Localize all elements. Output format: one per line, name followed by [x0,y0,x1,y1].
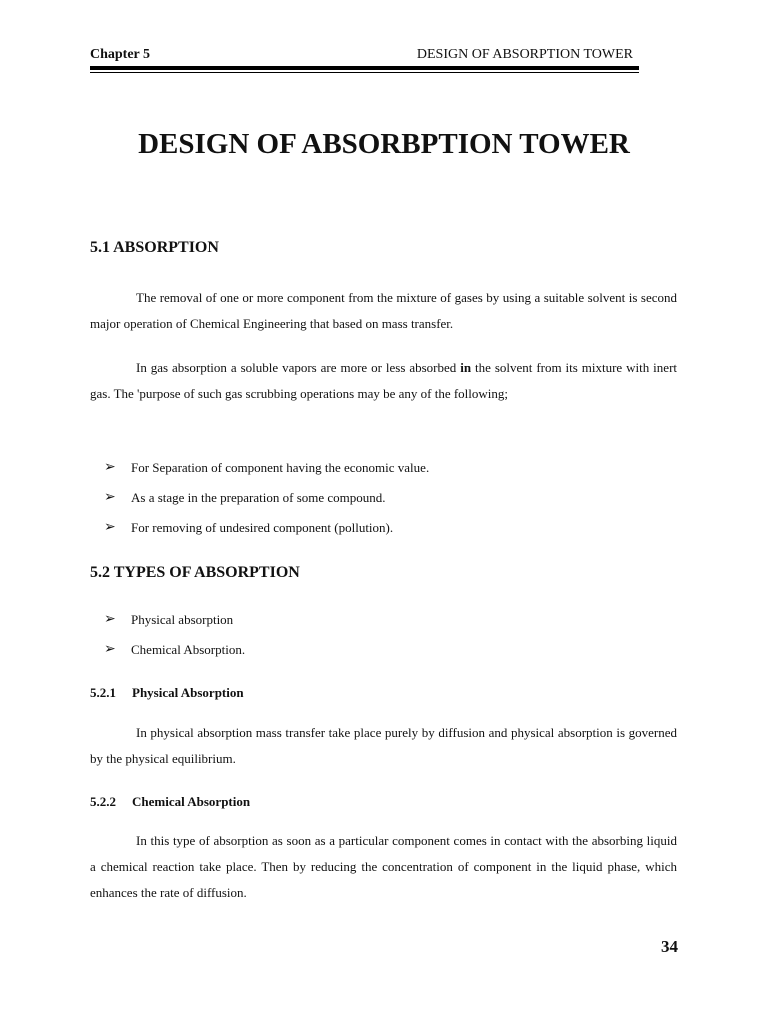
chapter-label: Chapter 5 [90,47,151,62]
page-number: 34 [661,937,678,956]
running-title: DESIGN OF ABSORPTION TOWER [416,47,633,62]
list-item-text: For removing of undesired component (pollution). [131,520,394,535]
page-title: DESIGN OF ABSORBPTION TOWER [138,128,630,160]
list-item [104,518,429,548]
list-item-text: For Separation of component having the economic value. [131,460,430,475]
subsection-title: Chemical Absorption [132,794,251,809]
list-item [104,458,429,488]
list-item [104,610,245,640]
paragraph-chemical-absorption: In this type of absorption as soon as a particular component comes in contact with the absorbing liquid a chemical reaction take place. Then by reducing the concentration of component in the liquid phase, which enhances the rate of diffusion. [90,833,677,900]
paragraph-bold-word: in [460,360,472,375]
paragraph-physical-absorption: In physical absorption mass transfer take place purely by diffusion and physical absorption is governed by the physical equilibrium. [90,725,677,766]
list-item [104,640,245,670]
arrow-bullet-icon: ➢ [104,612,116,627]
arrow-bullet-icon: ➢ [104,460,116,475]
list-item [104,488,429,518]
paragraph-text: the solvent from its mixture with inert gas. The 'purpose of such gas scrubbing operations may be any of the following; [90,360,678,401]
header-rule-thick [90,66,639,70]
subsection-title: Physical Absorption [132,685,244,700]
types-list [104,610,245,670]
purpose-list [104,458,429,548]
list-item-text: Chemical Absorption. [131,642,246,657]
subsection-number: 5.2.1 [90,685,116,700]
paragraph-gas-absorption [90,355,677,407]
list-item-text: As a stage in the preparation of some compound. [131,490,386,505]
section-heading-5-1: 5.1 ABSORPTION [90,239,219,256]
subsection-heading-5-2-1 [90,685,244,701]
header-rule-thin [90,72,639,73]
arrow-bullet-icon: ➢ [104,642,116,657]
paragraph-absorption-intro: The removal of one or more component from the mixture of gases by using a suitable solvent is second major operation of Chemical Engineering that based on mass transfer. [90,290,677,331]
paragraph-text: In gas absorption a soluble vapors are more or less absorbed [136,360,461,375]
section-heading-5-2: 5.2 TYPES OF ABSORPTION [90,564,300,581]
arrow-bullet-icon: ➢ [104,490,116,505]
list-item-text: Physical absorption [131,612,234,627]
subsection-number: 5.2.2 [90,794,116,809]
arrow-bullet-icon: ➢ [104,520,116,535]
subsection-heading-5-2-2 [90,794,250,810]
